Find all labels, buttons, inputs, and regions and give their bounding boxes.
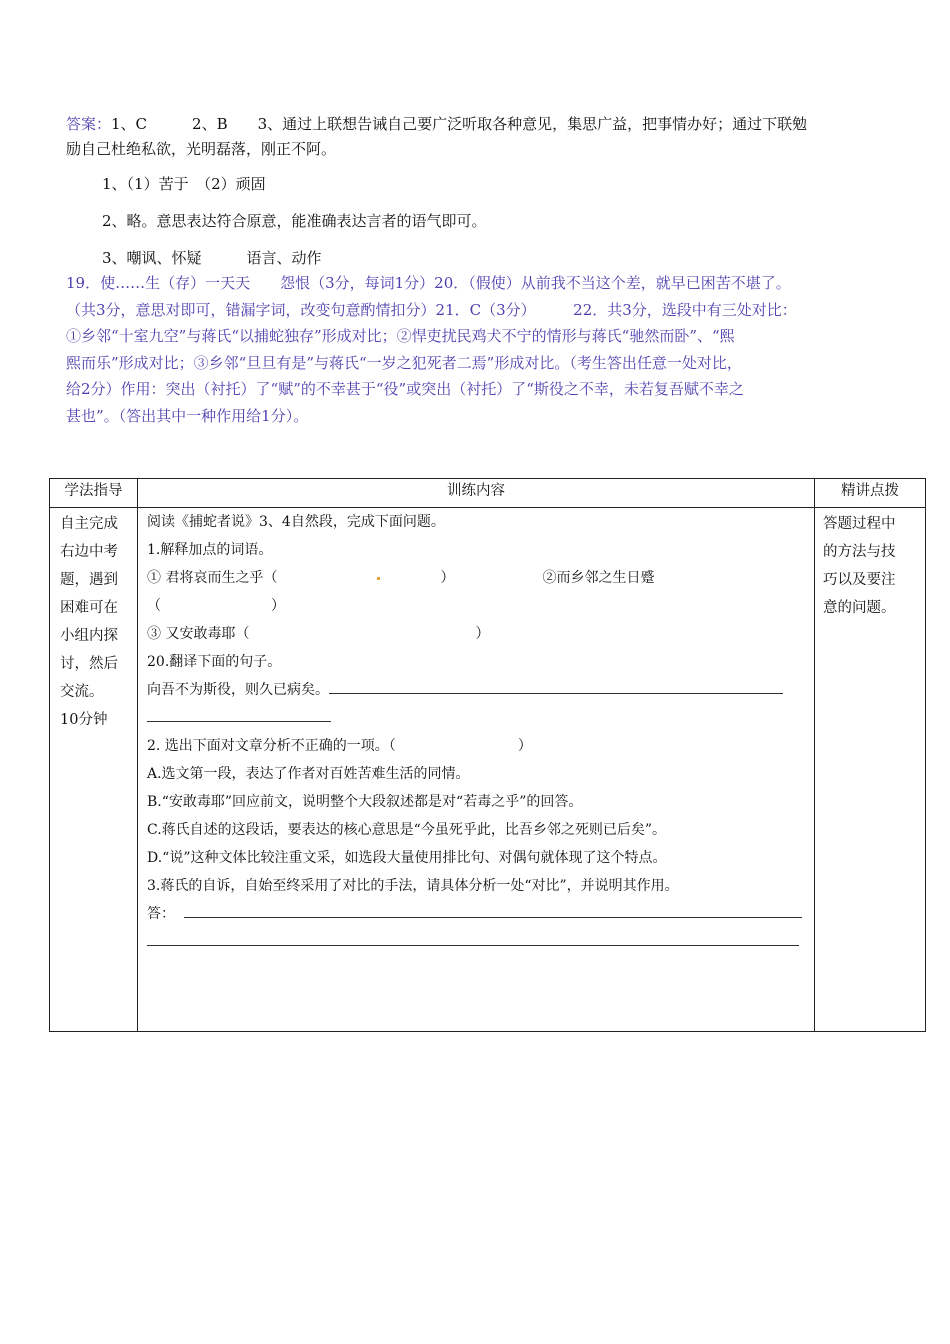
answer-item-1: 1、（1）苦于 （2）顽固	[102, 175, 266, 193]
question-1-items: ① 君将哀而生之乎（ ） ②而乡邻之生日蹙	[147, 570, 655, 586]
option-a: A.选文第一段，表达了作者对百姓苦难生活的同情。	[147, 766, 470, 782]
header-training-content: 训练内容	[138, 479, 815, 508]
training-content-cell: 阅读《捕蛇者说》3、4自然段，完成下面问题。 1.解释加点的词语。 ① 君将哀而生之乎（ ） ②而乡邻之生日蹙 （ ） ③ 又安敢毒耶（ ） 20.翻译下面的句子。 向吾不为斯役，则久已病矣。 2. 选出下面对文章分析不正确的一项。（ ） A.选文第一段，表达了作者对百姓苦难生活的同情。 B.“安敢毒耶”回应前文，说明整个大段叙述都是对“若毒之乎”的回答。 C.蒋氏自述的这段话，要表达的核心意思是“今虽死乎此，比吾乡邻之死则已后矣”。 D.“说”这种文体比较注重文采，如选段大量使用排比句、对偶句就体现了这个特点。 3.蒋氏的自诉，自始至终采用了对比的手法，请具体分析一处“对比”，并说明其作用。 答：	[138, 508, 815, 1032]
question-20-title: 20.翻译下面的句子。	[147, 654, 282, 670]
answer-line-2: 励自己杜绝私欲，光明磊落，刚正不阿。	[66, 140, 337, 158]
reading-instruction: 阅读《捕蛇者说》3、4自然段，完成下面问题。	[147, 514, 445, 530]
answer-line[interactable]	[147, 707, 331, 722]
table-body-row	[50, 508, 926, 1032]
answer-item-2: 2、略。意思表达符合原意，能准确表达言者的语气即可。	[102, 212, 487, 230]
answer-19-line: 给2分）作用：突出（衬托）了“赋”的不幸甚于“役”或突出（衬托）了“斯役之不幸，未若复吾赋不幸之	[66, 380, 744, 398]
answer-19-line: （共3分，意思对即可，错漏字词，改变句意酌情扣分）21．C（3分） 22．共3分，选段中有三处对比：	[66, 300, 797, 319]
answer-19-line: ①乡邻“十室九空”与蒋氏“以捕蛇独存”形成对比；②悍吏扰民鸡犬不宁的情形与蒋氏“驰然而卧”、“熙	[66, 327, 735, 345]
answer-19-line: 甚也”。（答出其中一种作用给1分）。	[66, 406, 309, 425]
answer-line[interactable]	[329, 679, 783, 694]
answer-line-1: 1、C 2、B 3、通过上联想告诫自己要广泛听取各种意见，集思广益，把事情办好；通过下联勉	[111, 115, 808, 133]
answer-label: 答案：	[66, 115, 112, 133]
answer-section	[66, 112, 886, 271]
answer-19-line: 熙而乐”形成对比；③乡邻“旦旦有是”与蒋氏“一岁之犯死者二焉”形成对比。（考生答出任意一处对比，	[66, 353, 742, 372]
study-method-cell: 自主完成 右边中考 题，遇到 困难可在 小组内探 讨，然后 交流。 10分钟	[50, 508, 138, 1032]
answer-row: 答：	[147, 900, 814, 928]
answer-19-line: 19．使……生（存）一天天 怨恨（3分，每词1分）20．（假使）从前我不当这个差，就早已困苦不堪了。	[66, 274, 791, 292]
option-c: C.蒋氏自述的这段话，要表达的核心意思是“今虽死乎此，比吾乡邻之死则已后矣”。	[147, 822, 666, 838]
option-d: D.“说”这种文体比较注重文采，如选段大量使用排比句、对偶句就体现了这个特点。	[147, 850, 667, 866]
answer-line[interactable]	[184, 903, 802, 918]
header-study-method: 学法指导	[50, 479, 138, 508]
answer-line[interactable]	[147, 931, 799, 946]
answer-item-3: 3、嘲讽、怀疑 语言、动作	[102, 249, 322, 267]
table-header-row	[50, 479, 926, 508]
exercise-table	[49, 478, 926, 1032]
option-b: B.“安敢毒耶”回应前文，说明整个大段叙述都是对“若毒之乎”的回答。	[147, 794, 583, 810]
question-2-title: 2. 选出下面对文章分析不正确的一项。（ ）	[147, 738, 532, 754]
key-points-cell: 答题过程中 的方法与技 巧以及要注 意的问题。	[815, 508, 926, 1032]
answer-19-22	[66, 270, 881, 429]
annotation-dot	[377, 577, 380, 580]
question-3-title: 3.蒋氏的自诉，自始至终采用了对比的手法，请具体分析一处“对比”，并说明其作用。	[147, 878, 679, 894]
question-1-title: 1.解释加点的词语。	[147, 542, 273, 558]
question-20-sentence: 向吾不为斯役，则久已病矣。	[147, 676, 814, 704]
header-key-points: 精讲点拨	[815, 479, 926, 508]
